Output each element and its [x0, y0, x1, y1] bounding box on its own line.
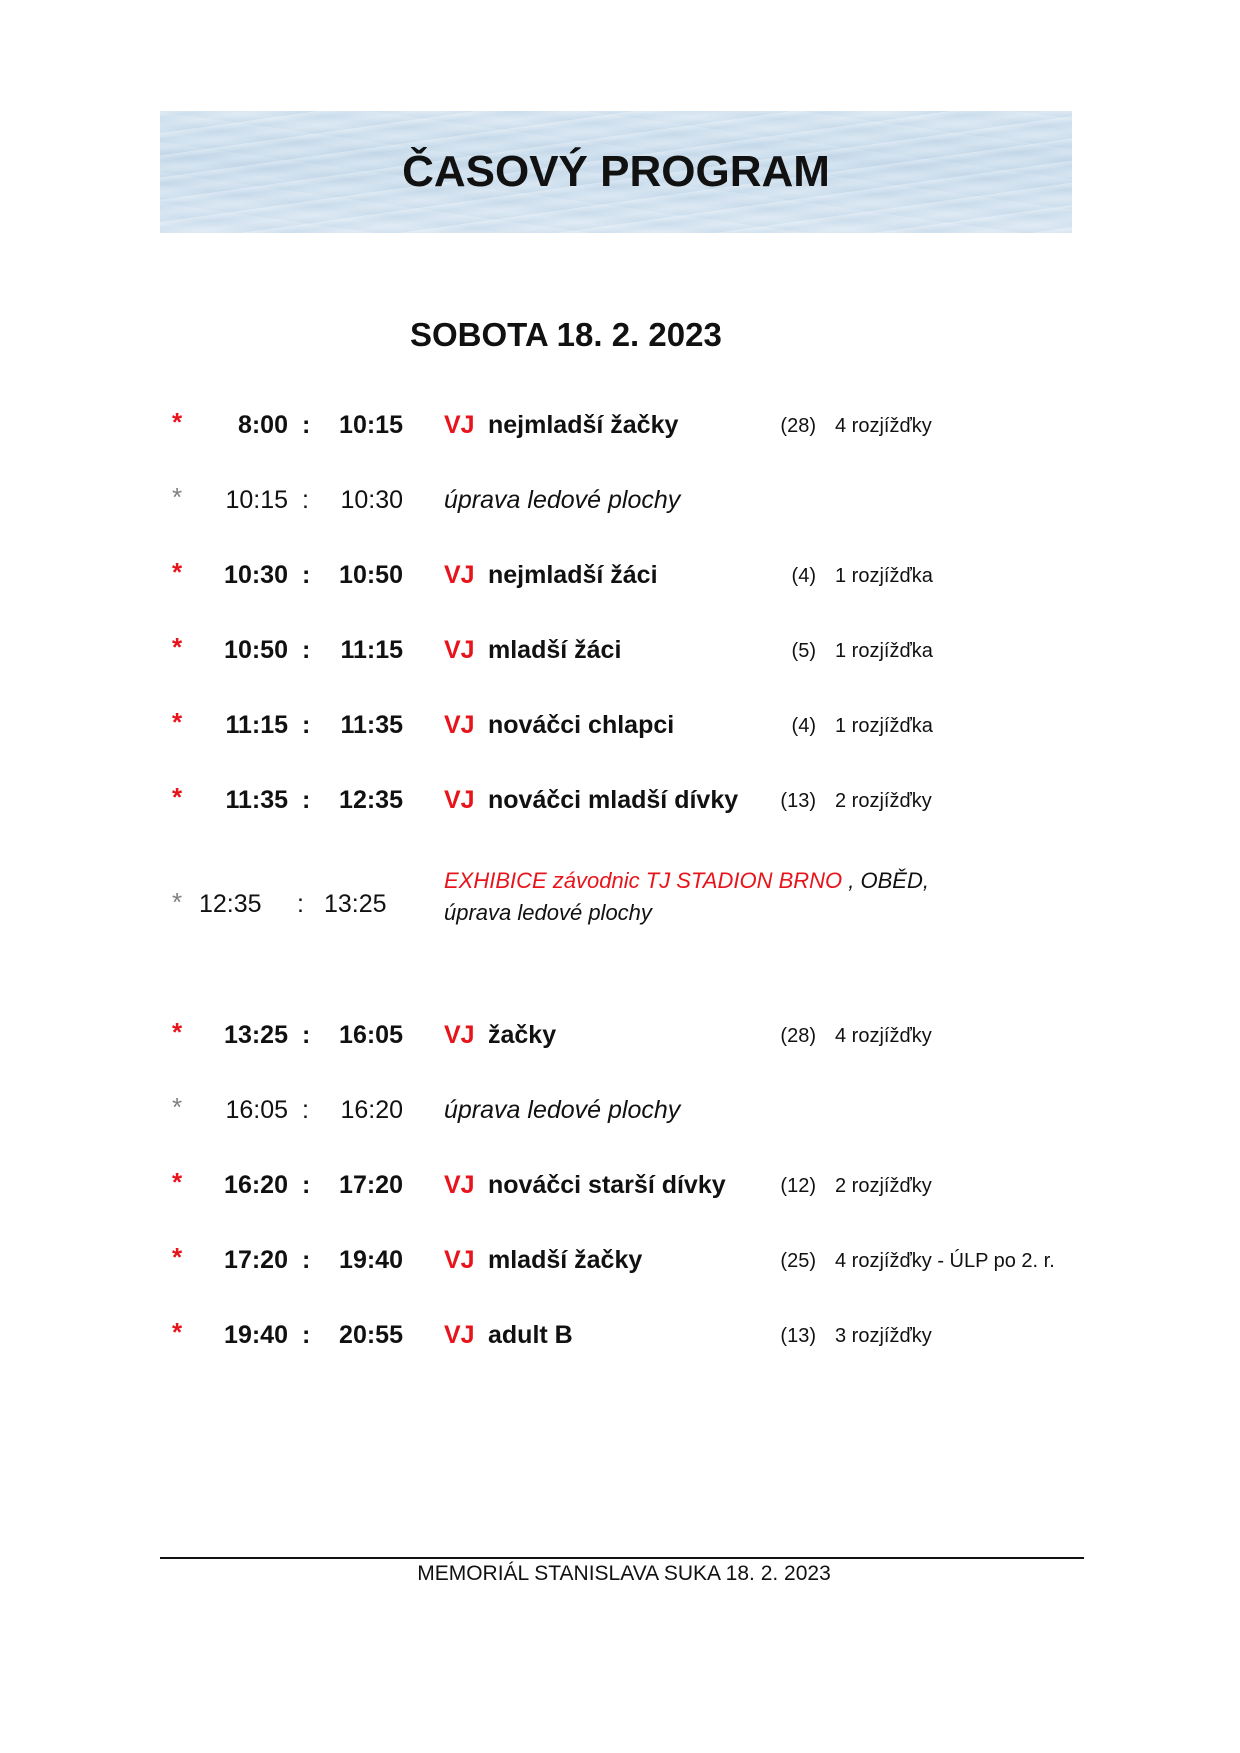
schedule-row — [0, 1092, 1240, 1136]
end-time: 16:05 — [339, 1021, 403, 1049]
entrant-count: (28) — [780, 415, 816, 437]
bullet-star: * — [172, 557, 183, 587]
end-time: 16:20 — [340, 1096, 403, 1124]
entrant-count: (12) — [780, 1175, 816, 1197]
category-name: nejmladší žáci — [488, 561, 658, 589]
end-time: 13:25 — [324, 890, 387, 918]
category-name: adult B — [488, 1321, 573, 1349]
start-time: 12:35 — [199, 890, 262, 918]
heats-info: 1 rozjížďka — [835, 565, 933, 587]
end-time: 19:40 — [339, 1246, 403, 1274]
title-banner — [160, 111, 1072, 233]
exhibition-highlight: EXHIBICE závodnic TJ STADION BRNO — [444, 868, 843, 893]
start-time: 10:30 — [224, 561, 288, 589]
heats-info: 1 rozjížďka — [835, 640, 933, 662]
end-time: 11:15 — [340, 636, 403, 664]
schedule-row — [0, 1017, 1240, 1061]
category-name: mladší žáci — [488, 636, 622, 664]
time-separator: : — [302, 1021, 311, 1049]
ice-resurfacing-note: úprava ledové plochy — [444, 900, 652, 925]
schedule-row — [0, 782, 1240, 826]
start-time: 10:50 — [224, 636, 288, 664]
category-name: nejmladší žačky — [488, 411, 679, 439]
event-tag: VJ — [444, 1171, 475, 1199]
end-time: 10:30 — [340, 486, 403, 514]
start-time: 11:35 — [225, 786, 288, 814]
start-time: 17:20 — [224, 1246, 288, 1274]
event-tag: VJ — [444, 786, 475, 814]
start-time: 16:20 — [224, 1171, 288, 1199]
bullet-star: * — [172, 1242, 183, 1272]
entrant-count: (4) — [791, 565, 816, 587]
event-tag: VJ — [444, 561, 475, 589]
category-name: žačky — [488, 1021, 557, 1049]
start-time: 19:40 — [224, 1321, 288, 1349]
end-time: 11:35 — [340, 711, 403, 739]
footer-divider — [160, 1557, 1084, 1559]
ice-resurfacing-note: úprava ledové plochy — [444, 1096, 681, 1124]
start-time: 11:15 — [225, 711, 288, 739]
schedule-row — [0, 557, 1240, 601]
heats-info: 3 rozjížďky — [835, 1325, 932, 1347]
day-title: SOBOTA 18. 2. 2023 — [410, 316, 722, 353]
time-separator: : — [302, 1246, 311, 1274]
bullet-star: * — [172, 1167, 183, 1197]
category-name: nováčci starší dívky — [488, 1171, 726, 1199]
time-separator: : — [302, 1321, 311, 1349]
event-tag: VJ — [444, 636, 475, 664]
schedule-row — [0, 707, 1240, 751]
bullet-star: * — [172, 887, 183, 917]
bullet-star: * — [172, 707, 183, 737]
end-time: 10:50 — [339, 561, 403, 589]
exhibition-row — [0, 868, 1240, 938]
bullet-star: * — [172, 482, 183, 512]
heats-info: 4 rozjížďky — [835, 415, 932, 437]
end-time: 20:55 — [339, 1321, 403, 1349]
entrant-count: (13) — [780, 1325, 816, 1347]
heats-info: 4 rozjížďky - ÚLP po 2. r. — [835, 1250, 1055, 1272]
category-name: mladší žačky — [488, 1246, 643, 1274]
event-tag: VJ — [444, 711, 475, 739]
event-tag: VJ — [444, 1321, 475, 1349]
schedule-row — [0, 632, 1240, 676]
category-name: nováčci chlapci — [488, 711, 675, 739]
heats-info: 2 rozjížďky — [835, 790, 932, 812]
schedule-row — [0, 1167, 1240, 1211]
time-separator: : — [302, 711, 311, 739]
category-name: nováčci mladší dívky — [488, 786, 739, 814]
exhibition-lunch: , OBĚD, — [842, 868, 929, 893]
end-time: 17:20 — [339, 1171, 403, 1199]
bullet-star: * — [172, 782, 183, 812]
footer — [0, 1562, 1240, 1586]
heats-info: 1 rozjížďka — [835, 715, 933, 737]
time-separator: : — [302, 1096, 309, 1124]
entrant-count: (4) — [791, 715, 816, 737]
time-separator: : — [302, 486, 309, 514]
schedule-row — [0, 1242, 1240, 1286]
bullet-star: * — [172, 407, 183, 437]
entrant-count: (5) — [791, 640, 816, 662]
ice-resurfacing-note: úprava ledové plochy — [444, 486, 681, 514]
bullet-star: * — [172, 1317, 183, 1347]
heats-info: 2 rozjížďky — [835, 1175, 932, 1197]
start-time: 10:15 — [225, 486, 288, 514]
bullet-star: * — [172, 632, 183, 662]
page-title: ČASOVÝ PROGRAM — [402, 147, 830, 196]
schedule-row — [0, 407, 1240, 451]
start-time: 16:05 — [225, 1096, 288, 1124]
start-time: 8:00 — [237, 411, 288, 439]
time-separator: : — [302, 561, 311, 589]
event-tag: VJ — [444, 1246, 475, 1274]
time-separator: : — [297, 890, 304, 918]
schedule-row — [0, 1317, 1240, 1361]
entrant-count: (28) — [780, 1025, 816, 1047]
time-separator: : — [302, 411, 311, 439]
entrant-count: (25) — [780, 1250, 816, 1272]
bullet-star: * — [172, 1017, 183, 1047]
time-separator: : — [302, 1171, 311, 1199]
time-separator: : — [302, 786, 311, 814]
event-tag: VJ — [444, 1021, 475, 1049]
footer-text: MEMORIÁL STANISLAVA SUKA 18. 2. 2023 — [417, 1562, 831, 1585]
event-tag: VJ — [444, 411, 475, 439]
entrant-count: (13) — [780, 790, 816, 812]
heats-info: 4 rozjížďky — [835, 1025, 932, 1047]
schedule-row — [0, 482, 1240, 526]
bullet-star: * — [172, 1092, 183, 1122]
end-time: 10:15 — [339, 411, 403, 439]
time-separator: : — [302, 636, 311, 664]
start-time: 13:25 — [224, 1021, 288, 1049]
exhibition-description — [444, 868, 929, 894]
end-time: 12:35 — [339, 786, 403, 814]
